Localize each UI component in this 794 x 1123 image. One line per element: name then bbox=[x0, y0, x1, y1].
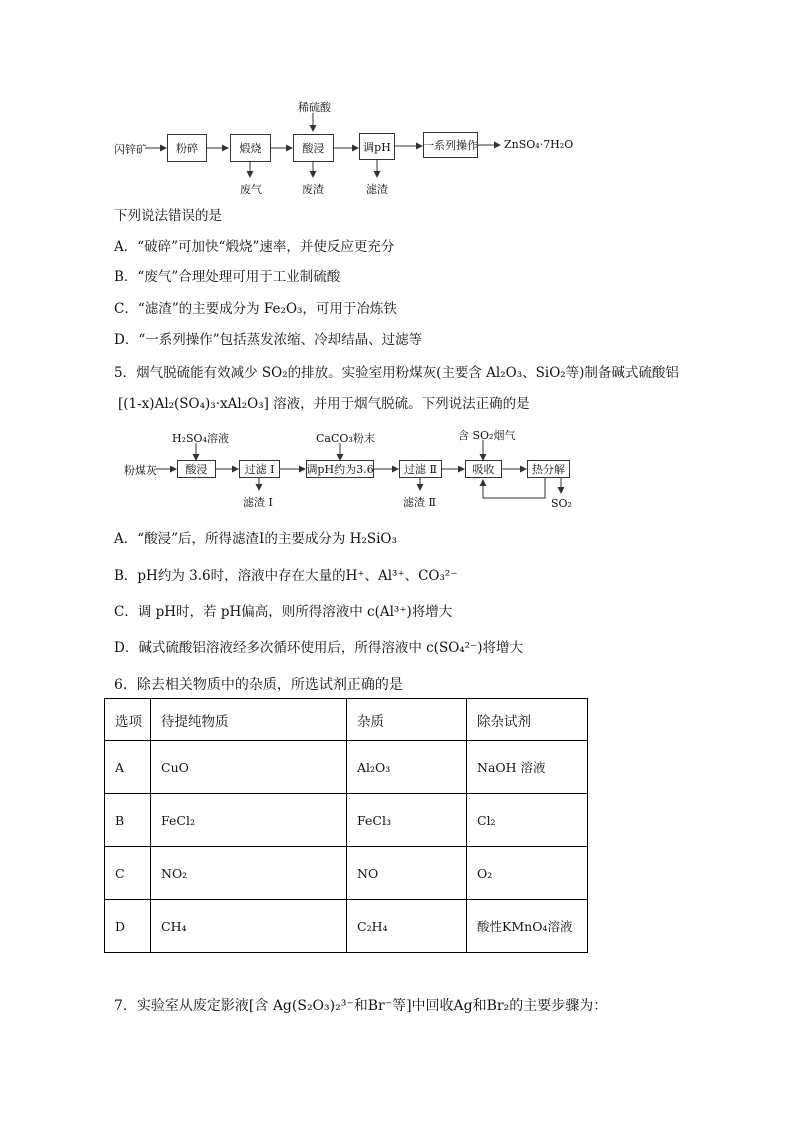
q4-option-a: A．“破碎”可加快“煅烧”速率，并使反应更充分 bbox=[114, 239, 395, 255]
flow1-step-crush: 粉碎 bbox=[167, 134, 207, 162]
table-cell: CuO bbox=[151, 741, 347, 794]
flow1-output-waste-gas: 废气 bbox=[240, 183, 262, 196]
flow1-step-adjust-ph: 调pH bbox=[359, 133, 395, 160]
flow1-output-waste-residue: 废渣 bbox=[302, 183, 324, 196]
table-cell: B bbox=[105, 794, 151, 847]
table-cell: Al₂O₃ bbox=[347, 741, 467, 794]
table-header-cell: 待提纯物质 bbox=[151, 699, 347, 741]
q5-stem-line1: 5．烟气脱硫能有效减少 SO₂的排放。实验室用粉煤灰(主要含 Al₂O₃、SiO₂等)制备碱式硫酸铝 bbox=[114, 365, 679, 381]
table-cell: 酸性KMnO₄溶液 bbox=[467, 900, 588, 953]
flow2-reagent-h2so4: H₂SO₄溶液 bbox=[172, 432, 229, 445]
table-header-cell: 除杂试剂 bbox=[467, 699, 588, 741]
table-header-cell: 杂质 bbox=[347, 699, 467, 741]
q5-option-b: B．pH约为 3.6时，溶液中存在大量的H⁺、Al³⁺、CO₃²⁻ bbox=[114, 568, 458, 584]
q4-stem: 下列说法错误的是 bbox=[114, 208, 222, 224]
flow2-reagent-caco3: CaCO₃粉末 bbox=[316, 432, 375, 445]
flow2-reagent-so2-gas: 含 SO₂烟气 bbox=[458, 429, 516, 442]
flow2-step-filter-2: 过滤 Ⅱ bbox=[399, 460, 442, 478]
flow2-output-residue-2: 滤渣 Ⅱ bbox=[403, 496, 436, 509]
table-header-cell: 选项 bbox=[105, 699, 151, 741]
table-cell: FeCl₃ bbox=[347, 794, 467, 847]
flowchart-2-arrows bbox=[0, 0, 794, 520]
q5-stem-line2: [(1-x)Al₂(SO₄)₃·xAl₂O₃] 溶液，并用于烟气脱硫。下列说法正确的是 bbox=[118, 396, 530, 412]
table-row bbox=[105, 847, 588, 900]
flow2-step-thermal-decomp: 热分解 bbox=[527, 460, 570, 478]
table-cell: CH₄ bbox=[151, 900, 347, 953]
q5-option-a: A．“酸浸”后，所得滤渣Ⅰ的主要成分为 H₂SiO₃ bbox=[114, 531, 397, 547]
flow1-reagent: 稀硫酸 bbox=[298, 101, 331, 114]
flow1-step-series-ops: 一系列操作 bbox=[423, 132, 478, 158]
table-cell: NO bbox=[347, 847, 467, 900]
flow2-step-adjust-ph: 调pH约为3.6 bbox=[306, 460, 374, 478]
flow2-output-so2: SO₂ bbox=[551, 497, 572, 510]
table-cell: D bbox=[105, 900, 151, 953]
table-cell: NO₂ bbox=[151, 847, 347, 900]
table-cell: C₂H₄ bbox=[347, 900, 467, 953]
flow1-step-calcine: 煅烧 bbox=[230, 134, 271, 162]
flow1-input: 闪锌矿 bbox=[114, 143, 147, 156]
q4-option-b: B．“废气”合理处理可用于工业制硫酸 bbox=[114, 269, 341, 285]
q5-option-d: D．碱式硫酸铝溶液经多次循环使用后，所得溶液中 c(SO₄²⁻)将增大 bbox=[114, 640, 523, 656]
flow2-step-absorb: 吸收 bbox=[465, 460, 502, 478]
flow1-product: ZnSO₄·7H₂O bbox=[504, 138, 574, 151]
q4-option-d: D．“一系列操作”包括蒸发浓缩、冷却结晶、过滤等 bbox=[114, 332, 423, 348]
table-cell: O₂ bbox=[467, 847, 588, 900]
flow2-step-acid-leach: 酸浸 bbox=[177, 460, 216, 478]
flow2-output-residue-1: 滤渣 Ⅰ bbox=[243, 496, 273, 509]
q5-option-c: C．调 pH时，若 pH偏高，则所得溶液中 c(Al³⁺)将增大 bbox=[114, 604, 453, 620]
table-cell: C bbox=[105, 847, 151, 900]
q6-table bbox=[104, 698, 588, 953]
table-header-row bbox=[105, 699, 588, 741]
table-row bbox=[105, 794, 588, 847]
table-cell: FeCl₂ bbox=[151, 794, 347, 847]
q7-stem: 7．实验室从废定影液[含 Ag(S₂O₃)₂³⁻和Br⁻等]中回收Ag和Br₂的主要步骤为： bbox=[114, 998, 608, 1014]
flow1-output-filter-residue: 滤渣 bbox=[366, 183, 388, 196]
table-cell: Cl₂ bbox=[467, 794, 588, 847]
q4-option-c: C．“滤渣”的主要成分为 Fe₂O₃，可用于冶炼铁 bbox=[114, 301, 397, 317]
flow2-input: 粉煤灰 bbox=[124, 464, 157, 477]
q6-stem: 6．除去相关物质中的杂质，所选试剂正确的是 bbox=[114, 677, 403, 693]
table-cell: NaOH 溶液 bbox=[467, 741, 588, 794]
table-cell: A bbox=[105, 741, 151, 794]
table-row bbox=[105, 741, 588, 794]
flow2-step-filter-1: 过滤 Ⅰ bbox=[239, 460, 280, 478]
table-row bbox=[105, 900, 588, 953]
flow1-step-acid-leach: 酸浸 bbox=[293, 134, 334, 162]
